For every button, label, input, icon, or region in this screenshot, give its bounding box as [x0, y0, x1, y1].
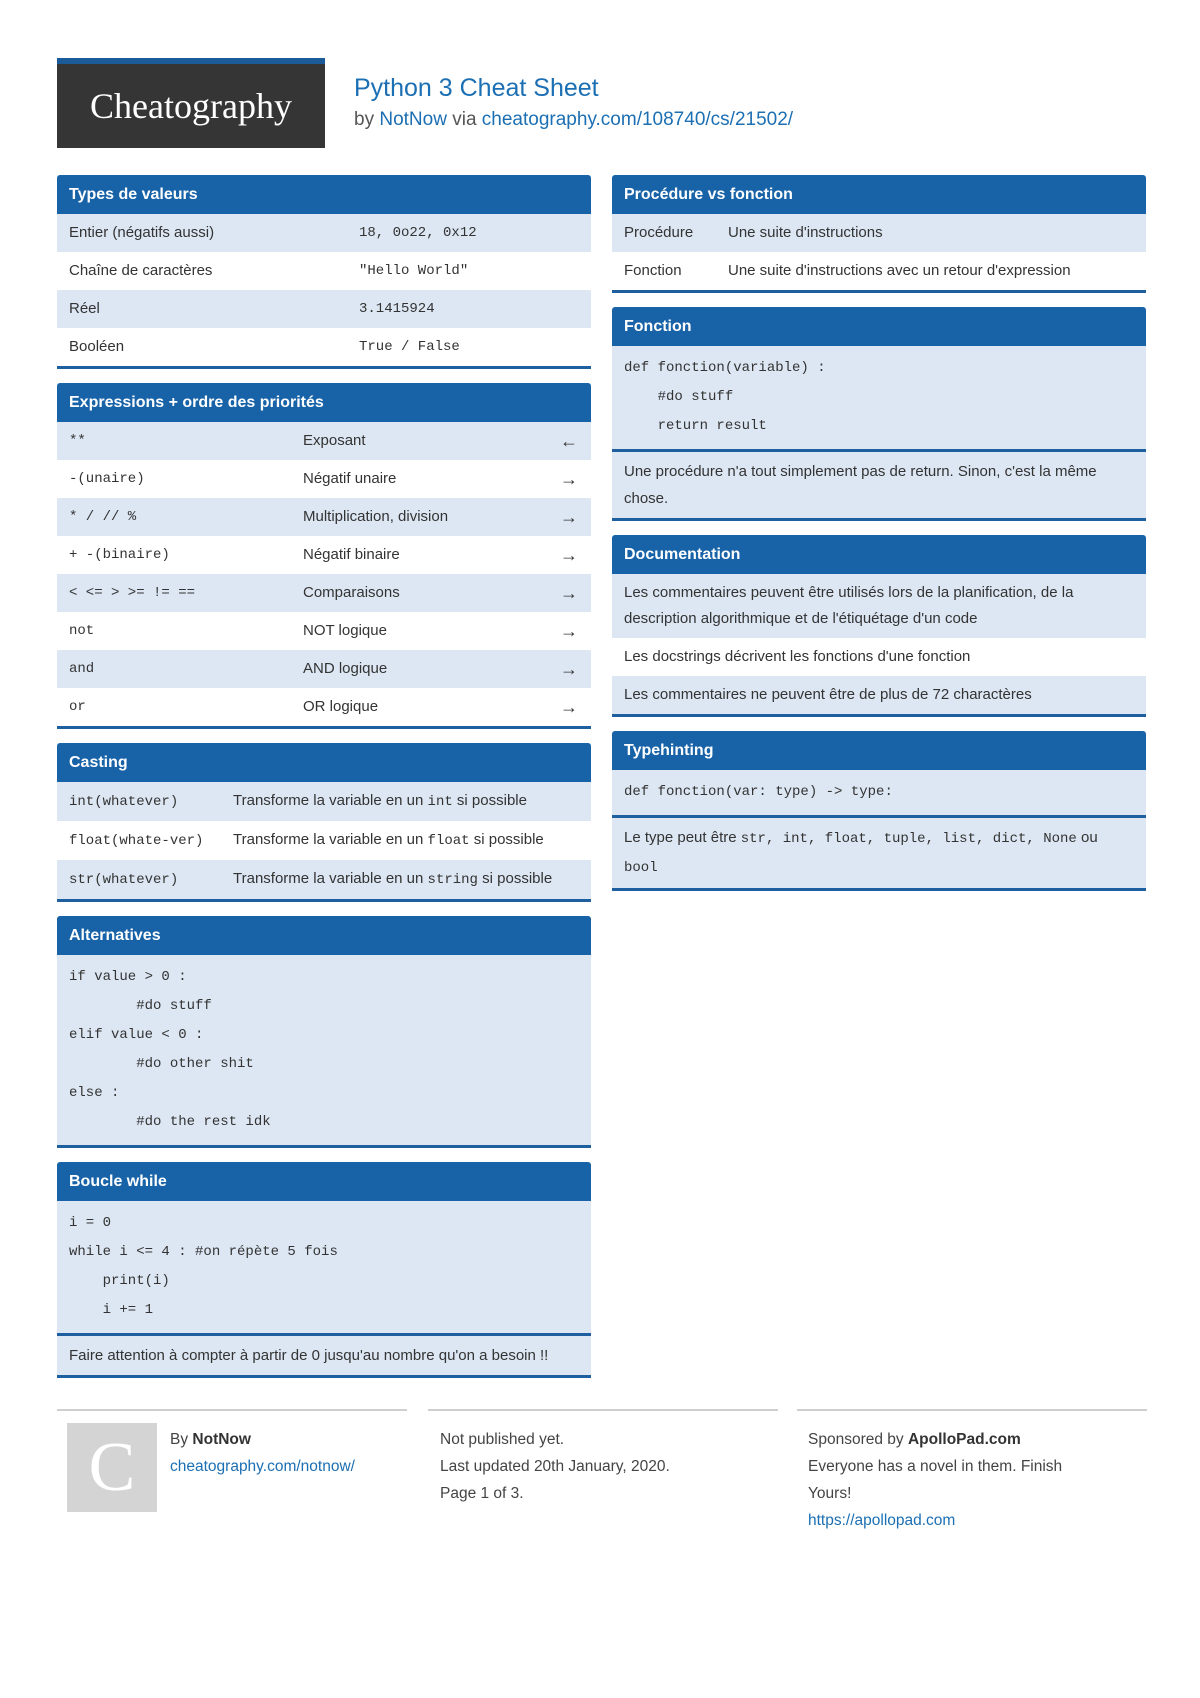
sponsor-link[interactable]: https://apollopad.com [808, 1512, 956, 1529]
while-card [57, 1162, 591, 1378]
footer-author-name: NotNow [192, 1431, 251, 1448]
arrow-right-icon: → [560, 583, 578, 603]
byline-via: via [452, 109, 477, 130]
operator-desc: Comparaisons [303, 584, 400, 601]
table-row [57, 688, 591, 726]
operator-desc: Exposant [303, 432, 366, 449]
table-row [57, 860, 591, 899]
operator-desc: Négatif unaire [303, 470, 397, 487]
footer-by: By [170, 1431, 189, 1448]
type-value: True / False [359, 339, 460, 355]
type-value: 3.1415924 [359, 301, 435, 317]
sponsored-by: Sponsored by [808, 1431, 904, 1448]
footer-author [170, 1426, 355, 1480]
table-row [57, 460, 591, 498]
table-row [612, 638, 1146, 676]
casting-card [57, 743, 591, 902]
table-row [57, 650, 591, 688]
right-column [612, 175, 1146, 905]
typehinting-card [612, 731, 1146, 891]
page-number: Page 1 of 3. [440, 1485, 524, 1502]
cheatography-logo[interactable]: Cheatography [57, 58, 325, 148]
procedure-def: Une suite d'instructions [728, 224, 883, 241]
publish-status: Not published yet. [440, 1431, 565, 1448]
table-row [57, 574, 591, 612]
table-row [57, 536, 591, 574]
table-row [57, 498, 591, 536]
arrow-right-icon: → [560, 545, 578, 565]
cast-function: int(whatever) [69, 793, 179, 810]
fonction-title: Fonction [612, 307, 1146, 346]
operator: and [69, 661, 95, 677]
arrow-left-icon: ← [560, 431, 578, 451]
fonction-code: def fonction(variable) : #do stuff return result [612, 346, 1146, 449]
expressions-card [57, 383, 591, 729]
operator: < <= > >= != == [69, 585, 196, 601]
table-row [57, 252, 591, 290]
footer-sponsor [808, 1426, 1108, 1534]
expressions-title: Expressions + ordre des priorités [57, 383, 591, 422]
arrow-right-icon: → [560, 469, 578, 489]
typehinting-title: Typehinting [612, 731, 1146, 770]
arrow-right-icon: → [560, 659, 578, 679]
byline-by: by [354, 109, 375, 130]
table-row [612, 574, 1146, 638]
arrow-right-icon: → [560, 697, 578, 717]
footer-divider [57, 1409, 407, 1411]
cast-desc: Transforme la variable en un float si possible [233, 831, 544, 849]
cast-desc: Transforme la variable en un string si possible [233, 870, 553, 888]
cast-function: float(whate-ver) [69, 832, 204, 849]
while-title: Boucle while [57, 1162, 591, 1201]
fonction-card [612, 307, 1146, 521]
operator-desc: OR logique [303, 698, 379, 715]
type-value: 18, 0o22, 0x12 [359, 225, 477, 241]
types-title: Types de valeurs [57, 175, 591, 214]
alternatives-card [57, 916, 591, 1148]
operator: -(unaire) [69, 471, 145, 487]
operator-desc: NOT logique [303, 622, 387, 639]
footer-divider [797, 1409, 1147, 1411]
documentation-item: Les commentaires peuvent être utilisés lors de la planification, de la description algorithmique et de l'étiquétage d'un code [624, 584, 1074, 627]
table-row [612, 214, 1146, 252]
last-updated: Last updated 20th January, 2020. [440, 1458, 670, 1475]
cast-function: str(whatever) [69, 871, 179, 888]
while-code: i = 0 while i <= 4 : #on répète 5 fois print(i) i += 1 [57, 1201, 591, 1333]
sponsor-text: Everyone has a novel in them. Finish Yours! [808, 1458, 1063, 1502]
type-label: Réel [69, 300, 100, 317]
operator: ** [69, 433, 86, 449]
procedure-title: Procédure vs fonction [612, 175, 1146, 214]
operator: not [69, 623, 95, 639]
sponsor-name[interactable]: ApolloPad.com [907, 1431, 1021, 1448]
arrow-right-icon: → [560, 507, 578, 527]
type-value: "Hello World" [359, 263, 469, 279]
page-title: Python 3 Cheat Sheet [354, 74, 599, 102]
table-row [57, 612, 591, 650]
type-label: Booléen [69, 338, 125, 355]
documentation-item: Les commentaires ne peuvent être de plus de 72 charactères [624, 686, 1032, 703]
while-note: Faire attention à compter à partir de 0 jusqu'au nombre qu'on a besoin !! [57, 1333, 591, 1375]
documentation-title: Documentation [612, 535, 1146, 574]
table-row [57, 290, 591, 328]
operator-desc: Multiplication, division [303, 508, 449, 525]
byline [354, 109, 793, 131]
arrow-right-icon: → [560, 621, 578, 641]
operator: + -(binaire) [69, 547, 170, 563]
documentation-item: Les docstrings décrivent les fonctions d'une fonction [624, 648, 971, 665]
table-row [57, 821, 591, 860]
procedure-def: Une suite d'instructions avec un retour d'expression [728, 262, 1071, 279]
operator: * / // % [69, 509, 137, 525]
operator-desc: AND logique [303, 660, 388, 677]
cast-desc: Transforme la variable en un int si possible [233, 792, 527, 810]
documentation-card [612, 535, 1146, 717]
type-label: Entier (négatifs aussi) [69, 224, 215, 241]
procedure-term: Procédure [624, 224, 694, 241]
casting-title: Casting [57, 743, 591, 782]
table-row [57, 782, 591, 821]
footer-divider [428, 1409, 778, 1411]
operator-desc: Négatif binaire [303, 546, 400, 563]
table-row [612, 676, 1146, 714]
alternatives-title: Alternatives [57, 916, 591, 955]
alternatives-code: if value > 0 : #do stuff elif value < 0 : #do other shit else : #do the rest idk [57, 955, 591, 1145]
table-row [57, 214, 591, 252]
sheet-url-link[interactable]: cheatography.com/108740/cs/21502/ [481, 109, 794, 130]
procedure-card [612, 175, 1146, 293]
author-link[interactable]: NotNow [379, 109, 447, 130]
typehinting-note: Le type peut être str, int, float, tuple, list, dict, None ou bool [612, 815, 1146, 888]
author-profile-link[interactable]: cheatography.com/notnow/ [170, 1458, 355, 1475]
footer-status [440, 1426, 670, 1507]
type-label: Chaîne de caractères [69, 262, 213, 279]
left-column [57, 175, 591, 1392]
fonction-note: Une procédure n'a tout simplement pas de return. Sinon, c'est la même chose. [612, 449, 1146, 518]
typehinting-code: def fonction(var: type) -> type: [612, 770, 1146, 815]
procedure-term: Fonction [624, 262, 682, 279]
table-row [57, 422, 591, 460]
types-card [57, 175, 591, 369]
operator: or [69, 699, 86, 715]
avatar[interactable]: C [67, 1423, 157, 1512]
table-row [612, 252, 1146, 290]
table-row [57, 328, 591, 366]
